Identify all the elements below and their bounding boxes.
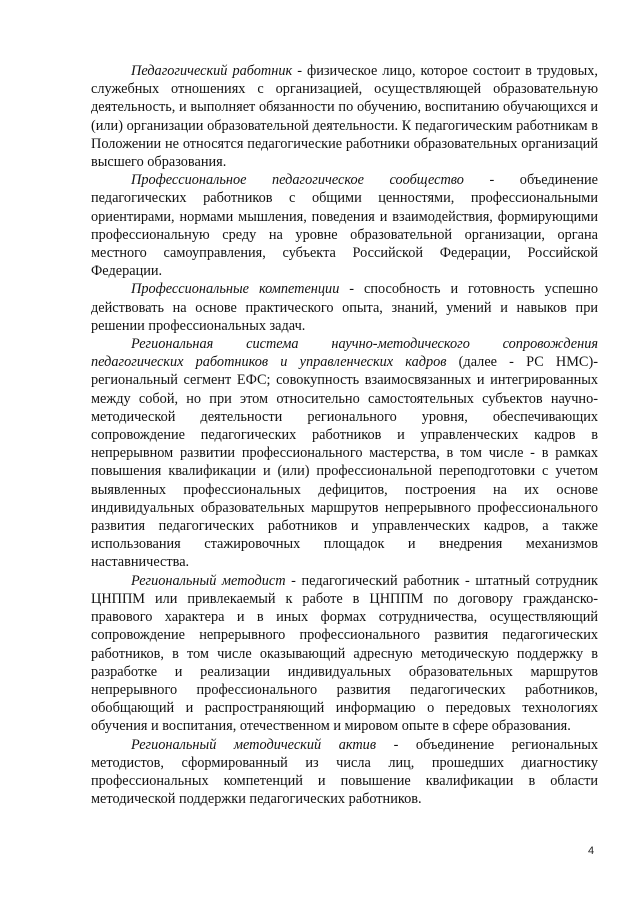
page-number: 4 bbox=[588, 845, 595, 857]
definition-paragraph bbox=[91, 572, 598, 736]
definition-text: (далее - РС НМС)- региональный сегмент ЕФС; совокупность взаимосвязанных и интегрированных между собой, но при этом относительно самостоятельных субъектов научно-методической деятельности регионального уровня, обеспечивающих сопровождение педагогических работников и управленческих кадров в непрерывном развитии профессионального мастерства, в том числе - в рамках повышения квалификации и (или) профессиональной переподготовки с учетом выявленных профессиональных дефицитов, построения на их основе индивидуальных образовательных маршрутов непрерывного профессионального развития педагогических работников и управленческих кадров, а также использования стажировочных площадок и внедрения механизмов наставничества. bbox=[91, 354, 598, 571]
definition-text: - способность и готовность успешно действовать на основе практического опыта, знаний, умений и навыков при решении профессиональных задач. bbox=[91, 281, 598, 334]
definition-text: - объединение педагогических работников с общими ценностями, профессиональными ориентирами, нормами мышления, поведения и взаимодействия, формирующими профессиональную среду на уровне образовательной организации, органа местного самоуправления, субъекта Российской Федерации, Российской Федерации. bbox=[91, 172, 598, 280]
definition-paragraph bbox=[91, 280, 598, 335]
document-body bbox=[91, 62, 598, 808]
definition-term: Региональный методический актив bbox=[131, 736, 377, 753]
definition-text: - педагогический работник - штатный сотрудник ЦНППМ или привлекаемый к работе в ЦНППМ по договору гражданско-правового характера и в иных формах сотрудничества, осуществляющий сопровождение непрерывного профессионального развития педагогических работников, в том числе оказывающий адресную методическую поддержку в разработке и реализации индивидуальных образовательных маршрутов непрерывного профессионального развития педагогических работников, обобщающий и распространяющий информацию о передовых технологиях обучения и воспитания, отечественном и мировом опыте в сфере образования. bbox=[91, 572, 598, 735]
definition-term: Региональная система научно-методического сопровождения педагогических работников и управленческих кадров bbox=[91, 336, 598, 371]
definition-paragraph bbox=[91, 62, 598, 171]
definition-term: Профессиональное педагогическое сообщество bbox=[131, 172, 464, 189]
definition-term: Региональный методист bbox=[131, 572, 286, 589]
definition-text: - объединение региональных методистов, сформированный из числа лиц, прошедших диагностику профессиональных компетенций и повышение квалификации в области методической поддержки педагогических работников. bbox=[91, 736, 598, 808]
definition-paragraph bbox=[91, 171, 598, 280]
definition-term: Педагогический работник bbox=[131, 63, 293, 79]
definition-term: Профессиональные компетенции bbox=[131, 281, 340, 298]
definition-paragraph bbox=[91, 736, 598, 809]
definition-text: - физическое лицо, которое состоит в трудовых, служебных отношениях с организацией, осуществляющей образовательную деятельность, и выполняет обязанности по обучению, воспитанию обучающихся и (или) организации образовательной деятельности. К педагогическим работникам в Положении не относятся педагогические работники образовательных организаций высшего образования. bbox=[91, 63, 599, 171]
definition-paragraph bbox=[91, 335, 598, 572]
